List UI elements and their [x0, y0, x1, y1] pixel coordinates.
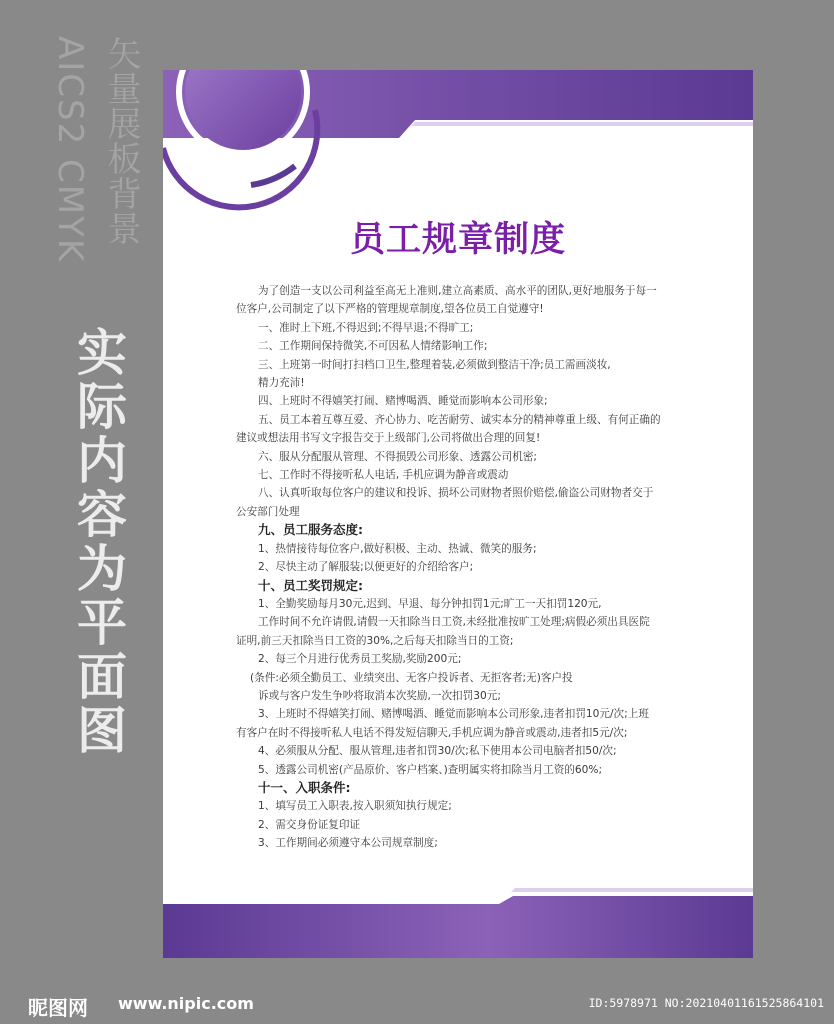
rule-line: 5、透露公司机密(产品原价、客户档案、)查明属实将扣除当月工资的60%;	[258, 763, 603, 776]
section-heading: 十、员工奖罚规定:	[258, 577, 363, 593]
rule-line: 一、准时上下班,不得迟到;不得早退;不得旷工;	[258, 321, 474, 334]
rule-line: 4、必须服从分配、服从管理,违者扣罚30/次;私下使用本公司电脑者扣50/次;	[258, 745, 617, 758]
display-board	[163, 70, 753, 958]
rule-line: 公安部门处理	[236, 505, 300, 518]
rule-line: 三、上班第一时间打扫档口卫生,整理着装,必须做到整洁干净;员工需画淡妆,	[258, 358, 611, 371]
rule-line: 精力充沛!	[258, 377, 305, 390]
board-title: 员工规章制度	[349, 220, 566, 260]
rule-line: 诉或与客户发生争吵将取消本次奖励,一次扣罚30元;	[258, 689, 501, 702]
bottom-decoration	[163, 888, 753, 958]
rule-line: 位客户,公司制定了以下严格的管理规章制度,望各位员工自觉遵守!	[236, 303, 544, 316]
rule-line: 四、上班时不得嬉笑打闹、赌博喝酒、睡觉而影响本公司形象;	[258, 395, 548, 408]
watermark-vertical-cn: 矢量展板背景	[101, 36, 141, 246]
image-id: ID:5978971 NO:20210401161525864101	[588, 996, 824, 1010]
rule-line: 3、上班时不得嬉笑打闹、赌博喝酒、睡觉而影响本公司形象,违者扣罚10元/次;上班	[258, 708, 649, 721]
rule-line: 建议或想法用书写文字报告交于上级部门,公司将做出合理的回复!	[236, 432, 541, 445]
rule-line: 工作时间不允许请假,请假一天扣除当日工资,未经批准按旷工处理;病假必须出具医院	[258, 616, 650, 629]
rule-line: 2、尽快主动了解服装;以便更好的介绍给客户;	[258, 561, 474, 574]
rule-line: 1、热情接待每位客户,做好积极、主动、热诚、微笑的服务;	[258, 542, 537, 555]
rule-line: 3、工作期间必须遵守本公司规章制度;	[258, 837, 438, 850]
watermark-note: 实际内容为平面图	[69, 326, 127, 758]
rule-line: 证明,前三天扣除当日工资的30%,之后每天扣除当日的工资;	[236, 634, 514, 647]
footer-bar	[0, 986, 834, 1024]
site-logo: 昵图网	[28, 996, 88, 1020]
rule-line: 2、每三个月进行优秀员工奖励,奖励200元;	[258, 653, 462, 666]
rule-line: 五、员工本着互尊互爱、齐心协力、吃苦耐劳、诚实本分的精神尊重上级、有何正确的	[258, 413, 661, 426]
rule-line: 为了创造一支以公司利益至高无上准则,建立高素质、高水平的团队,更好地服务于每一	[258, 285, 657, 297]
rule-line: 七、工作时不得接听私人电话, 手机应调为静音或震动	[258, 469, 509, 482]
watermark-vertical-en: AICS2 CMYK	[50, 36, 90, 264]
rule-line: 1、全勤奖励每月30元,迟到、早退、每分钟扣罚1元;旷工一天扣罚120元,	[258, 597, 602, 610]
rule-line: (条件:必须全勤员工、业绩突出、无客户投诉者、无拒客者;无)客户投	[250, 671, 573, 684]
rule-line: 1、填写员工入职表,按入职须知执行规定;	[258, 800, 452, 813]
rules-text	[236, 282, 706, 853]
rule-line: 2、需交身份证复印证	[258, 818, 361, 831]
rule-line: 有客户在时不得接听私人电话不得发短信聊天,手机应调为静音或震动,违者扣5元/次;	[236, 726, 628, 739]
site-url: www.nipic.com	[118, 994, 254, 1013]
section-heading: 十一、入职条件:	[258, 779, 351, 795]
rule-line: 二、工作期间保持微笑,不可因私人情绪影响工作;	[258, 340, 488, 353]
section-heading: 九、员工服务态度:	[258, 522, 363, 538]
rule-line: 八、认真听取每位客户的建议和投诉、损坏公司财物者照价赔偿,偷盗公司财物者交于	[258, 487, 654, 500]
rule-line: 六、服从分配服从管理、不得损毁公司形象、透露公司机密;	[258, 450, 538, 463]
